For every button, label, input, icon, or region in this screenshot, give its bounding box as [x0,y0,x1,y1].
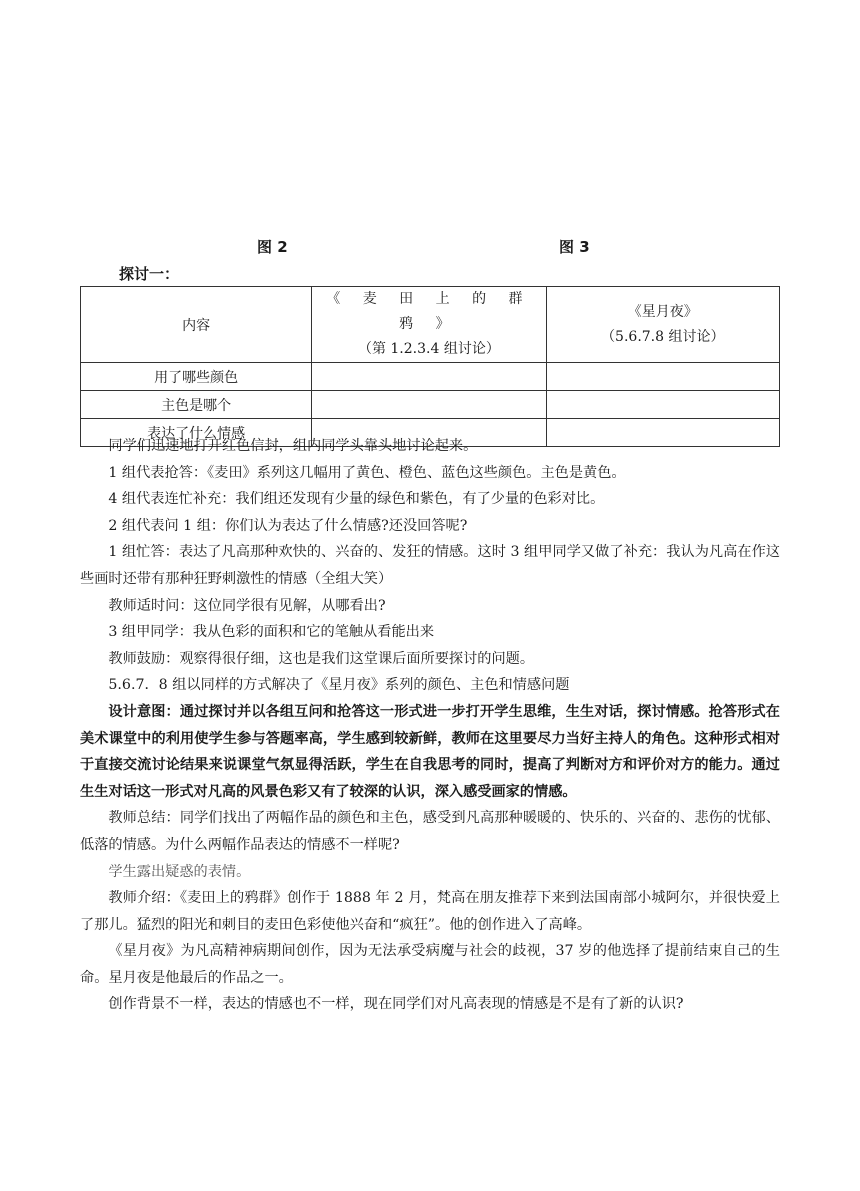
table-row [81,391,780,419]
paragraph: 1 组代表抢答：《麦田》系列这几幅用了黄色、橙色、蓝色这些颜色。主色是黄色。 [108,464,626,481]
table-header-row [81,287,780,363]
paragraph: 同学们迅速地打开红色信封，组内同学头靠头地讨论起来。 [108,438,478,454]
starry-night-groups: （5.6.7.8 组讨论） [601,328,725,345]
row-cell-starry-night [546,363,779,391]
header-starry-night-cell [546,287,779,363]
row-cell-wheatfield [312,391,546,419]
design-intent-paragraph: 设计意图：通过探讨并以各组互问和抢答这一形式进一步打开学生思维，生生对话，探讨情感。抢答形式在美术课堂中的利用使学生参与答题率高，学生感到较新鲜，教师在这里要尽力当好主持人的角色。这种形式相对于直接交流讨论结果来说课堂气氛显得活跃，学生在自我思考的同时，提高了判断对方和评价对方的能力。通过生生对话这一形式对凡高的风景色彩又有了较深的认识，深入感受画家的情感。 [80,703,780,800]
wheatfield-groups: （第 1.2.3.4 组讨论） [357,341,500,357]
paragraph: 2 组代表问 1 组：你们认为表达了什么情感?还没回答呢? [108,517,468,534]
paragraph: 教师介绍：《麦田上的鸦群》创作于 1888 年 2 月，梵高在朋友推荐下来到法国南部小城阿尔，并很快爱上了那儿。猛烈的阳光和刺目的麦田色彩使他兴奋和“疯狂”。他的创作进入了高峰。 [80,890,780,933]
figure-3-label: 图 3 [559,238,590,256]
row-label: 用了哪些颜色 [81,363,312,391]
paragraph: 3 组甲同学：我从色彩的面积和它的笔触从看能出来 [108,624,435,641]
figure-2-label: 图 2 [257,238,288,256]
starry-night-title: 《星月夜》 [627,303,698,320]
body-text [80,433,780,1018]
table-row [81,363,780,391]
paragraph: 《星月夜》为凡高精神病期间创作，因为无法承受病魔与社会的歧视，37 岁的他选择了提前结束自己的生命。星月夜是他最后的作品之一。 [80,943,780,986]
paragraph: 教师适时问：这位同学很有见解，从哪看出? [108,597,386,614]
header-content-cell [81,287,312,363]
row-cell-wheatfield [312,363,546,391]
wheatfield-title: 《 麦 田 上 的 群 鸦 》 [326,291,532,332]
section-title: 探讨一： [119,265,180,283]
row-cell-starry-night [546,391,779,419]
paragraph: 教师鼓励：观察得很仔细，这也是我们这堂课后面所要探讨的问题。 [108,650,535,667]
header-wheatfield-cell [312,287,546,363]
paragraph: 教师总结：同学们找出了两幅作品的颜色和主色，感受到凡高那种暖暖的、快乐的、兴奋的、悲伤的忧郁、低落的情感。为什么两幅作品表达的情感不一样呢? [80,810,780,853]
row-label: 主色是哪个 [81,391,312,419]
discussion-table [80,286,780,447]
paragraph: 4 组代表连忙补充：我们组还发现有少量的绿色和紫色，有了少量的色彩对比。 [108,491,605,508]
header-content-label: 内容 [182,317,211,334]
paragraph: 学生露出疑惑的表情。 [108,863,251,880]
paragraph: 1 组忙答：表达了凡高那种欢快的、兴奋的、发狂的情感。这时 3 组甲同学又做了补充：我认为凡高在作这些画时还带有那种狂野刺激性的情感（全组大笑） [80,544,780,587]
row-label: 表达了什么情感 [81,419,312,447]
paragraph: 创作背景不一样，表达的情感也不一样，现在同学们对凡高表现的情感是不是有了新的认识? [108,996,684,1013]
paragraph: 5.6.7．8 组以同样的方式解决了《星月夜》系列的颜色、主色和情感问题 [108,677,570,694]
